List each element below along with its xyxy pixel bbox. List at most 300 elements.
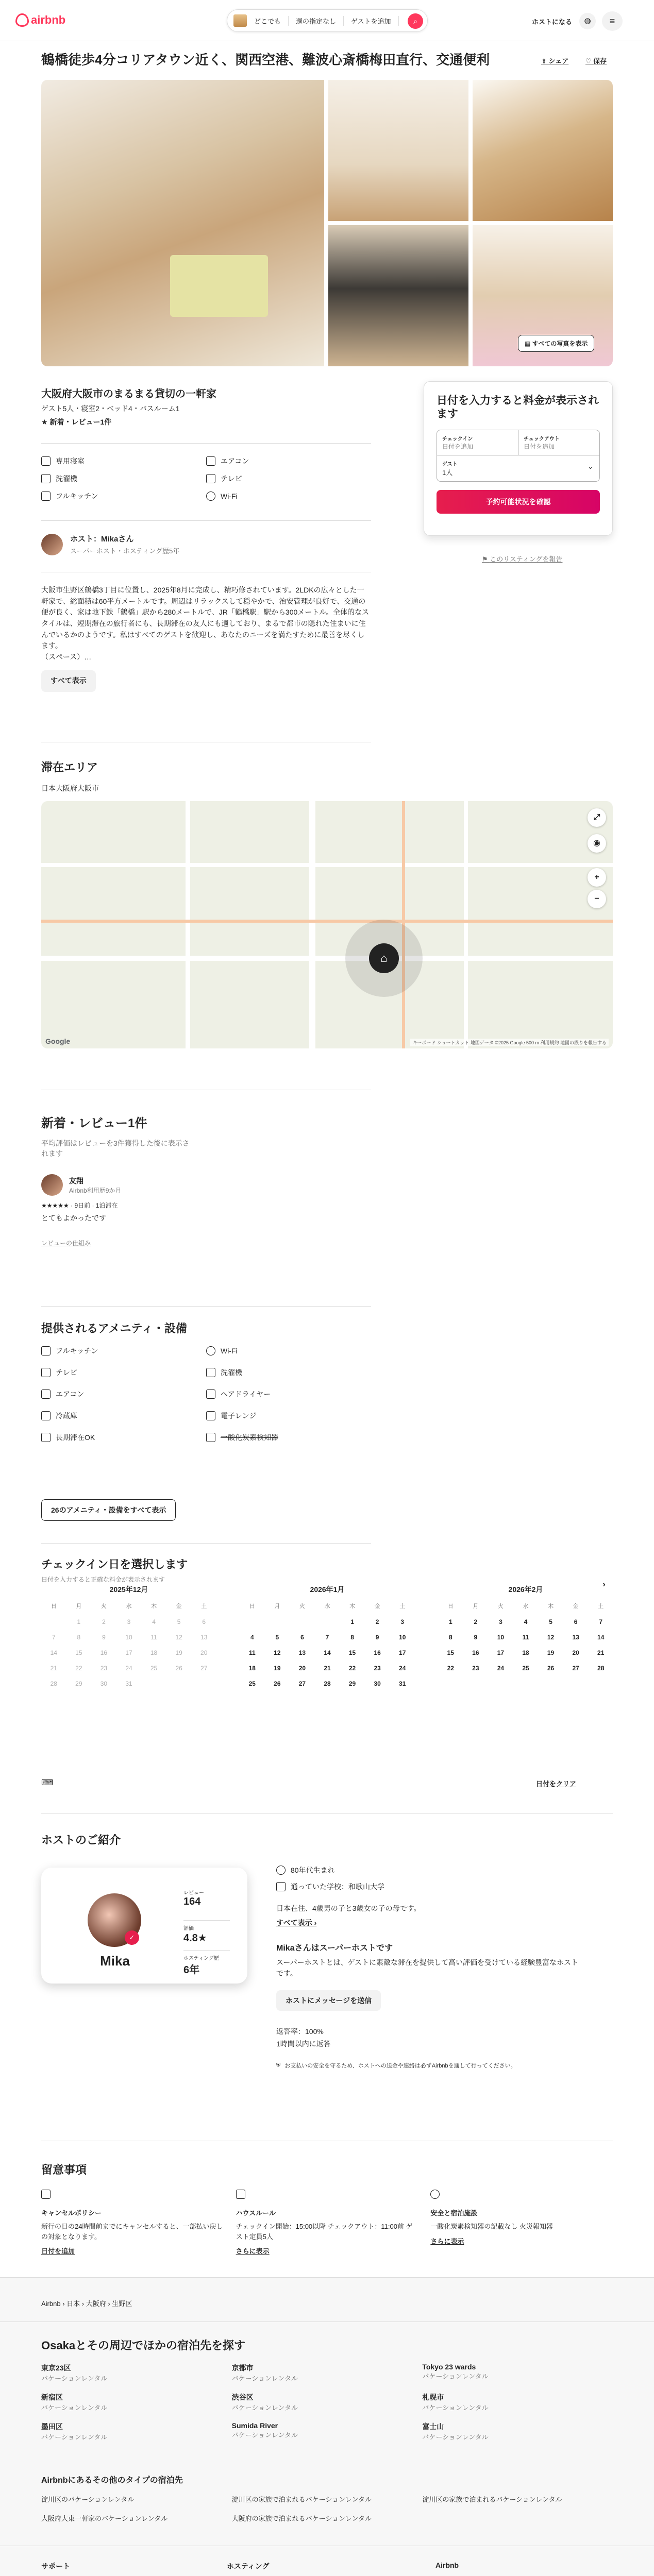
washer-icon [41, 474, 51, 483]
weekday-label: 日 [51, 1603, 57, 1609]
photo-2[interactable] [328, 80, 468, 221]
type-link[interactable]: 淀川区の家族で泊まれるバケーションレンタル [422, 2496, 562, 2503]
feature-item [41, 456, 206, 466]
feature-label: 洗濯機 [56, 474, 77, 483]
host-card[interactable] [41, 1868, 247, 1984]
calendar-day: 9 [102, 1634, 106, 1641]
month-title: 2025年12月 [109, 1585, 148, 1594]
host-details [276, 1865, 585, 2070]
type-link[interactable]: 淀川区の家族で泊まれるバケーションレンタル [231, 2496, 372, 2503]
calendar-day[interactable]: 17 [399, 1649, 406, 1656]
calendar-day[interactable]: 28 [597, 1665, 605, 1672]
long-stay-icon [41, 1433, 51, 1442]
calendar-day[interactable]: 18 [248, 1665, 256, 1672]
weekday-label: 金 [374, 1603, 380, 1609]
feature-label: テレビ [221, 474, 242, 483]
calendar-day[interactable]: 27 [572, 1665, 579, 1672]
map-railway [41, 920, 613, 923]
superhost-badge-icon: ✓ [125, 1930, 139, 1945]
calendar-day: 12 [175, 1634, 182, 1641]
amenity-item [41, 1367, 206, 1378]
check-availability-button[interactable]: 予約可能状況を確認 [437, 490, 600, 514]
amenity-label: 一酸化炭素検知器 [221, 1433, 278, 1442]
calendar-day: 16 [100, 1649, 108, 1656]
calendar-day[interactable]: 15 [348, 1649, 356, 1656]
month-title: 2026年1月 [310, 1585, 345, 1594]
show-all-amenities-button[interactable]: 26のアメニティ・設備をすべて表示 [41, 1499, 176, 1521]
photo-4[interactable] [328, 225, 468, 366]
calendar-day[interactable]: 12 [274, 1649, 281, 1656]
top-bar [0, 0, 654, 41]
description-show-all-button[interactable]: すべて表示 [41, 670, 96, 692]
calendar-day: 17 [125, 1649, 132, 1656]
map[interactable] [41, 801, 613, 1048]
calendar-day[interactable]: 21 [597, 1649, 605, 1656]
google-logo: Google [45, 1037, 71, 1045]
nearby-item[interactable] [232, 2392, 423, 2412]
nearby-item[interactable] [41, 2392, 232, 2412]
map-attribution[interactable]: キーボード ショートカット 地図データ ©2025 Google 500 m 利用規約 地図の誤りを報告する [410, 1039, 609, 1046]
superhost-text: スーパーホストとは、ゲストに素敵な滞在を提供して高い評価を受けている経験豊富なホストです。 [276, 1958, 579, 1977]
location-section [41, 759, 371, 793]
nearby-sub: バケーションレンタル [422, 2404, 489, 2412]
host-name: Mika [100, 1953, 130, 1969]
calendar-day[interactable]: 7 [599, 1618, 603, 1625]
description [41, 585, 371, 692]
calendar-day[interactable]: 10 [399, 1634, 406, 1641]
calendar-day[interactable]: 30 [374, 1680, 381, 1687]
calendar-day[interactable]: 2 [474, 1618, 478, 1625]
payment-protection-notice [276, 2061, 585, 2070]
weekday-label: 土 [598, 1603, 604, 1609]
calendar-day: 2 [102, 1618, 106, 1625]
response-rate: 返答率：100% [276, 2027, 324, 2036]
footer-hosting [227, 2561, 397, 2576]
host-school-text: 通っていた学校：和歌山大学 [291, 1883, 384, 1891]
photo-gallery [41, 80, 613, 366]
calendar-day[interactable]: 19 [547, 1649, 555, 1656]
calendar-icon [41, 2190, 51, 2199]
breadcrumb-item[interactable]: 大阪府 [86, 2300, 106, 2308]
weekday-label: 火 [299, 1603, 305, 1609]
footer [0, 2277, 654, 2576]
host-stat-label: ホスティング歴 [183, 1956, 219, 1961]
footer-support [41, 2561, 211, 2576]
calendar-day[interactable]: 17 [497, 1649, 505, 1656]
chevron-right-icon[interactable]: › [597, 1578, 611, 1592]
amenity-label: エアコン [56, 1390, 85, 1398]
weekday-label: 水 [126, 1603, 132, 1609]
type-link[interactable]: 大阪府大東一軒家のバケーションレンタル [41, 2515, 168, 2522]
note-title: ハウスルール [236, 2209, 276, 2217]
weekday-label: 金 [176, 1603, 182, 1609]
feature-item [206, 456, 371, 466]
superhost-title: Mikaさんはスーパーホストです [276, 1944, 393, 1953]
shield-icon: ⛨ [276, 2062, 281, 2069]
footer-airbnb [435, 2561, 606, 2576]
fullscreen-icon[interactable]: ⤢ [588, 808, 606, 827]
globe-icon[interactable]: ◍ [579, 13, 596, 29]
divider [0, 2321, 654, 2322]
host-avatar [41, 534, 63, 555]
listing-rating[interactable]: ★ 新着・レビュー1件 [41, 418, 112, 426]
guests-label: ゲスト [442, 461, 458, 467]
location-heading: 滞在エリア [41, 761, 98, 774]
microwave-icon [206, 1411, 215, 1420]
calendar-day[interactable]: 1 [350, 1618, 354, 1625]
type-link[interactable]: 淀川区のバケーションレンタル [41, 2496, 135, 2503]
review-text: とてもよかったです [41, 1214, 106, 1222]
clear-dates-button[interactable]: 日付をクリア [536, 1780, 577, 1788]
type-link[interactable]: 大阪府の家族で泊まれるバケーションレンタル [231, 2515, 372, 2522]
calendar-day[interactable]: 16 [472, 1649, 479, 1656]
host-summary-name: ホスト：Mikaさん [70, 535, 134, 544]
calendar-day: 3 [127, 1618, 131, 1625]
safety-property [430, 2190, 613, 2256]
aircon-icon [41, 1389, 51, 1399]
calendar-day[interactable]: 20 [298, 1665, 306, 1672]
photo-3[interactable] [473, 80, 613, 221]
calendar-day[interactable]: 5 [549, 1618, 552, 1625]
divider [41, 520, 371, 521]
calendar-day[interactable]: 4 [250, 1634, 254, 1641]
birthday-icon [276, 1866, 286, 1875]
amenity-list [41, 1346, 371, 1443]
weekday-label: 木 [548, 1603, 554, 1609]
nearby-sub: バケーションレンタル [41, 2433, 108, 2441]
calendar-day[interactable]: 23 [472, 1665, 479, 1672]
search-when[interactable]: 週の指定なし [289, 16, 344, 26]
share-button[interactable]: ⇪ シェア [541, 57, 569, 65]
amenity-item [41, 1432, 206, 1443]
host-heading: ホストのご紹介 [41, 1834, 121, 1846]
note-text: 一酸化炭素検知器の記載なし 火災報知器 [430, 2223, 553, 2230]
kitchen-icon [41, 492, 51, 501]
weekday-label: 木 [151, 1603, 157, 1609]
host-summary-meta: スーパーホスト・ホスティング歴5年 [70, 547, 180, 555]
breadcrumb-item[interactable]: 生野区 [112, 2300, 132, 2308]
calendar-day[interactable]: 29 [348, 1680, 356, 1687]
amenity-label: フルキッチン [56, 1347, 98, 1355]
calendar-day: 14 [50, 1649, 57, 1656]
calendar-day[interactable]: 27 [298, 1680, 306, 1687]
nearby-item[interactable] [422, 2392, 613, 2412]
search-where[interactable]: どこでも [247, 16, 289, 26]
breadcrumb-item[interactable]: Airbnb [41, 2300, 61, 2308]
calendar-day[interactable]: 23 [374, 1665, 381, 1672]
calendar-blank [240, 1618, 265, 1625]
checkout-value: 日付を追加 [524, 443, 555, 450]
calendar-day[interactable]: 9 [474, 1634, 478, 1641]
reviews-heading: 新着・レビュー1件 [41, 1116, 147, 1130]
feature-item [41, 491, 206, 501]
calendar-day: 27 [200, 1665, 208, 1672]
calendar-blank [41, 1618, 66, 1625]
calendar-day: 24 [125, 1665, 132, 1672]
washer-icon [206, 1368, 215, 1377]
weekday-label: 月 [274, 1603, 280, 1609]
school-icon [276, 1882, 286, 1891]
host-summary[interactable] [41, 533, 371, 555]
home-icon [233, 14, 247, 27]
calendar-day[interactable]: 13 [572, 1634, 579, 1641]
note-title: キャンセルポリシー [41, 2209, 102, 2217]
reviewer-name: 友翔 [69, 1176, 83, 1185]
calendar-day[interactable]: 18 [522, 1649, 529, 1656]
calendar-day[interactable]: 20 [572, 1649, 579, 1656]
amenity-item [41, 1389, 206, 1399]
calendar-day[interactable]: 24 [497, 1665, 505, 1672]
calendar-day: 11 [150, 1634, 157, 1641]
calendar-day[interactable]: 6 [300, 1634, 304, 1641]
calendar-day[interactable]: 2 [375, 1618, 379, 1625]
search-bar[interactable] [227, 9, 428, 32]
calendar-month [438, 1584, 613, 1672]
zoom-in-icon[interactable]: + [588, 868, 606, 887]
map-road [309, 801, 315, 1048]
nearby-sub: バケーションレンタル [422, 2433, 489, 2441]
calendar-day[interactable]: 7 [325, 1634, 329, 1641]
payment-protection-text: お支払いの安全を守るため、ホストへの送金や連絡は必ずAirbnbを通して行ってください。 [284, 2063, 516, 2069]
weekday-label: 土 [399, 1603, 406, 1609]
calendar-day[interactable]: 31 [399, 1680, 406, 1687]
calendar-day[interactable]: 19 [274, 1665, 281, 1672]
calendar-day: 31 [125, 1680, 132, 1687]
calendar-day[interactable]: 4 [524, 1618, 528, 1625]
weekday-label: 金 [573, 1603, 579, 1609]
checkout-field[interactable] [518, 430, 599, 455]
month-title: 2026年2月 [508, 1585, 543, 1594]
street-view-icon[interactable]: ◉ [588, 834, 606, 853]
calendar-day[interactable]: 15 [447, 1649, 454, 1656]
report-listing-link[interactable]: ⚑ このリスティングを報告 [482, 555, 563, 563]
note-link[interactable]: さらに表示 [430, 2237, 464, 2245]
key-icon [236, 2190, 245, 2199]
map-road [186, 801, 190, 1048]
calendar-day: 22 [75, 1665, 82, 1672]
calendar-day[interactable]: 25 [522, 1665, 529, 1672]
host-stat [183, 1920, 230, 1944]
calendar-day[interactable]: 8 [350, 1634, 354, 1641]
weekday-label: 日 [249, 1603, 255, 1609]
calendar-day[interactable]: 12 [547, 1634, 555, 1641]
feature-label: Wi-Fi [221, 492, 238, 500]
zoom-out-icon[interactable]: − [588, 890, 606, 908]
become-host-link[interactable]: ホストになる [532, 18, 573, 26]
map-road [41, 863, 613, 867]
calendar-day[interactable]: 11 [522, 1634, 529, 1641]
note-text: 新行の日の24時間前までにキャンセルすると、一部払い戻しの対象となります。 [41, 2223, 223, 2241]
host-section-header [41, 1832, 371, 1848]
calendar-day[interactable]: 22 [447, 1665, 454, 1672]
feature-item [41, 473, 206, 484]
amenity-item [41, 1411, 206, 1421]
bedroom-icon [41, 456, 51, 466]
tv-icon [206, 474, 215, 483]
kitchen-icon [41, 1346, 51, 1355]
host-stat [183, 1888, 230, 1908]
aircon-icon [206, 456, 215, 466]
weekday-label: 日 [447, 1603, 454, 1609]
calendar-day[interactable]: 9 [375, 1634, 379, 1641]
checkin-field[interactable] [437, 430, 518, 455]
reviewer-meta: Airbnb利用歴9か月 [69, 1187, 122, 1194]
host-born [276, 1865, 585, 1875]
calendar-day[interactable]: 3 [499, 1618, 502, 1625]
nearby-item[interactable] [41, 2363, 232, 2383]
home-icon: ⌂ [369, 943, 399, 973]
host-bio: 日本在住、4歳男の子と3歳女の子の母です。 [276, 1904, 421, 1912]
dryer-icon [206, 1389, 215, 1399]
weekday-label: 木 [349, 1603, 356, 1609]
search-icon[interactable]: ⌕ [408, 13, 423, 29]
guests-value: 1人 [442, 468, 453, 477]
host-stat-value: 6年 [183, 1964, 200, 1976]
calendar-day[interactable]: 25 [248, 1680, 256, 1687]
nearby-name: 札幌市 [422, 2393, 444, 2401]
calendar-day[interactable]: 5 [275, 1634, 279, 1641]
how-reviews-work-link[interactable]: レビューの仕組み [41, 1240, 91, 1247]
note-link[interactable]: さらに表示 [236, 2247, 270, 2255]
calendar-day[interactable]: 14 [324, 1649, 331, 1656]
wifi-icon [206, 1346, 215, 1355]
calendar-day: 26 [175, 1665, 182, 1672]
checkout-label: チェックアウト [524, 436, 560, 442]
nearby-item[interactable] [422, 2363, 613, 2383]
calendar-day[interactable]: 16 [374, 1649, 381, 1656]
nearby-name: 京都市 [231, 2364, 254, 2372]
weekday-label: 水 [523, 1603, 529, 1609]
amenity-label: テレビ [56, 1368, 77, 1377]
calendar-day: 8 [77, 1634, 81, 1641]
nearby-sub: バケーションレンタル [41, 2375, 108, 2382]
chevron-down-icon: ⌄ [588, 462, 593, 470]
calendar-day: 20 [200, 1649, 208, 1656]
calendar-day[interactable]: 10 [497, 1634, 505, 1641]
host-more-link[interactable]: すべて表示 › [276, 1919, 317, 1927]
notes-header [41, 2161, 371, 2177]
nearby-item[interactable] [422, 2421, 613, 2442]
calendar-month [240, 1584, 415, 1687]
fridge-icon [41, 1411, 51, 1420]
message-host-button[interactable]: ホストにメッセージを送信 [276, 1990, 381, 2011]
breadcrumb-item[interactable]: 日本 [66, 2300, 80, 2308]
save-button[interactable]: ♡ 保存 [585, 57, 607, 65]
logo-text: airbnb [31, 13, 66, 26]
divider [41, 443, 371, 444]
calendar-day: 5 [177, 1618, 181, 1625]
airbnb-logo[interactable] [15, 13, 65, 27]
calendar-day: 1 [77, 1618, 81, 1625]
calendar-heading: チェックイン日を選択します [41, 1558, 188, 1571]
host-born-text: 80年代生まれ [291, 1866, 335, 1874]
calendar-day[interactable]: 14 [597, 1634, 605, 1641]
footer-col-heading: サポート [41, 2562, 70, 2570]
shield-icon [430, 2190, 440, 2199]
calendar-day[interactable]: 3 [400, 1618, 405, 1625]
nearby-sub: バケーションレンタル [422, 2372, 489, 2380]
date-picker[interactable] [437, 430, 600, 482]
calendar-month [41, 1584, 216, 1687]
nearby-item[interactable] [41, 2421, 232, 2442]
amenity-item [206, 1432, 371, 1443]
amenities-section [41, 1320, 371, 1336]
types-heading: Airbnbにあるその他のタイプの宿泊先 [41, 2476, 183, 2485]
nearby-name: 富士山 [422, 2422, 444, 2431]
calendar-day[interactable]: 6 [574, 1618, 578, 1625]
amenity-label: ヘアドライヤー [221, 1390, 271, 1398]
calendar-day[interactable]: 26 [547, 1665, 555, 1672]
types-list [41, 2494, 613, 2523]
listing-capacity: ゲスト5人・寝室2・ベッド4・バスルーム1 [41, 404, 180, 413]
map-road [464, 801, 468, 1048]
location-area: 日本大阪府大阪市 [41, 784, 99, 792]
nearby-name: Tokyo 23 wards [422, 2363, 476, 2371]
menu-icon[interactable]: ≡ [602, 11, 623, 31]
cancellation-policy [41, 2190, 224, 2256]
nearby-name: 渋谷区 [231, 2393, 254, 2401]
reviews-note: 平均評価はレビューを3件獲得した後に表示されます [41, 1139, 190, 1158]
save-label: 保存 [593, 57, 607, 65]
weekday-label: 火 [497, 1603, 504, 1609]
calendar-day: 21 [50, 1665, 57, 1672]
calendar-day[interactable]: 24 [399, 1665, 406, 1672]
divider [41, 1543, 371, 1544]
reviewer-avatar [41, 1174, 63, 1196]
feature-item [206, 491, 371, 501]
wifi-icon [206, 492, 215, 501]
calendar-day[interactable]: 1 [448, 1618, 452, 1625]
calendar-day[interactable]: 11 [248, 1649, 256, 1656]
location-pin [345, 920, 423, 997]
type-link[interactable] [422, 2513, 613, 2523]
photo-main[interactable] [41, 80, 324, 366]
amenity-label: 冷蔵庫 [56, 1412, 77, 1420]
weekday-label: 月 [76, 1603, 82, 1609]
checkin-value: 日付を追加 [442, 443, 474, 450]
calendar-day: 13 [200, 1634, 208, 1641]
show-all-photos-button[interactable]: ▦ すべての写真を表示 [518, 335, 594, 352]
host-stat-label: 評価 [183, 1926, 194, 1931]
calendar-day[interactable]: 22 [348, 1665, 356, 1672]
weekday-label: 土 [201, 1603, 207, 1609]
search-guests[interactable]: ゲストを追加 [344, 16, 398, 26]
calendar-day: 4 [152, 1618, 156, 1625]
nearby-sub: バケーションレンタル [231, 2375, 298, 2382]
description-more: （スペース）… [41, 653, 92, 662]
calendar-blank [290, 1618, 315, 1625]
share-label: シェア [548, 57, 569, 65]
checkin-label: チェックイン [442, 436, 473, 442]
keyboard-icon[interactable]: ⌨ [41, 1778, 54, 1787]
footer-col-heading: ホスティング [227, 2562, 270, 2570]
calendar-day[interactable]: 8 [448, 1634, 452, 1641]
calendar-day: 15 [75, 1649, 82, 1656]
note-link[interactable]: 日付を追加 [41, 2247, 75, 2255]
nearby-sub: バケーションレンタル [231, 2404, 298, 2412]
calendar-day[interactable]: 28 [324, 1680, 331, 1687]
nearby-item[interactable] [232, 2363, 423, 2383]
guests-field[interactable] [437, 455, 599, 481]
note-title: 安全と宿泊施設 [430, 2209, 478, 2217]
calendar-day[interactable]: 21 [324, 1665, 331, 1672]
nearby-item[interactable] [232, 2421, 423, 2442]
amenity-label: 洗濯機 [221, 1368, 242, 1377]
calendar-day[interactable]: 26 [274, 1680, 281, 1687]
calendar-day[interactable]: 13 [298, 1649, 306, 1656]
amenity-label: 電子レンジ [221, 1412, 257, 1420]
show-all-photos-label: すべての写真を表示 [532, 340, 588, 347]
